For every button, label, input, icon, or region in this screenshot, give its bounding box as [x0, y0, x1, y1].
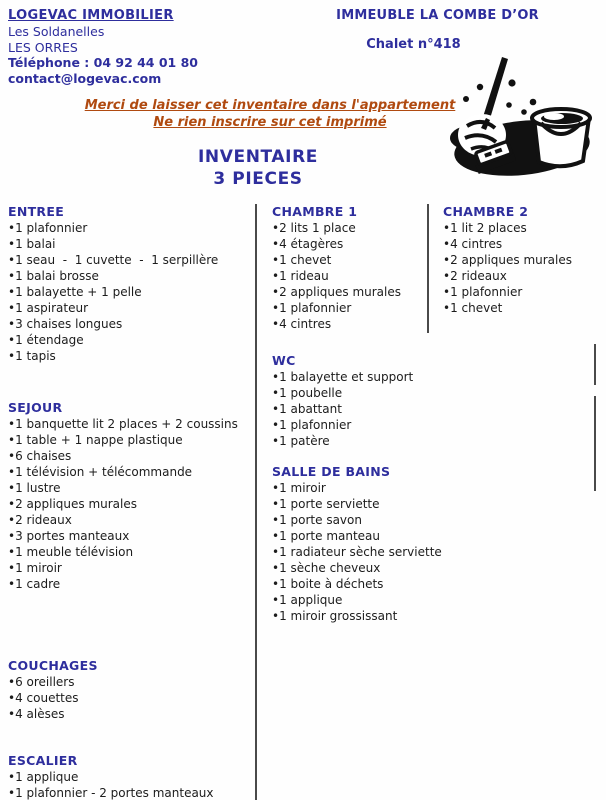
list-item: •1 porte manteau [272, 529, 381, 543]
column-middle [272, 204, 442, 624]
section-title: CHAMBRE 2 [443, 204, 529, 219]
notice-block [0, 97, 540, 131]
right-edge-rule-bottom [594, 396, 596, 491]
list-item: •2 rideaux [443, 269, 507, 283]
list-item: •4 couettes [8, 691, 79, 705]
section [8, 400, 254, 592]
section-title: WC [272, 353, 296, 368]
list-item: •2 appliques murales [8, 497, 138, 511]
list-item: •1 miroir [8, 561, 62, 575]
section [443, 204, 603, 316]
list-item: •1 applique [8, 770, 79, 784]
notice-line-2: Ne rien inscrire sur cet imprimé [153, 115, 387, 130]
column-right [443, 204, 603, 316]
list-item: •1 aspirateur [8, 301, 88, 315]
list-item: •3 chaises longues [8, 317, 123, 331]
list-item: •4 cintres [272, 317, 332, 331]
list-item: •1 abattant [272, 402, 342, 416]
column-left [8, 204, 254, 800]
column-divider-short [427, 204, 429, 333]
list-item: •1 étendage [8, 333, 84, 347]
section [272, 353, 442, 449]
section [8, 204, 254, 364]
list-item: •1 balai brosse [8, 269, 99, 283]
list-item: •4 étagères [272, 237, 344, 251]
list-item: •6 chaises [8, 449, 72, 463]
section [272, 204, 442, 332]
list-item: •1 lit 2 places [443, 221, 527, 235]
list-item: •2 appliques murales [443, 253, 573, 267]
column-divider-main [255, 204, 257, 800]
agency-city: LES ORRES [8, 39, 78, 55]
agency-residence: Les Soldanelles [8, 24, 105, 39]
list-item: •1 balai [8, 237, 56, 251]
section-title: ENTREE [8, 204, 65, 219]
section-title: SALLE DE BAINS [272, 464, 391, 479]
list-item: •1 poubelle [272, 386, 343, 400]
list-item: •1 porte savon [272, 513, 362, 527]
list-item: •1 cadre [8, 577, 61, 591]
building-block [305, 8, 570, 52]
list-item: •1 plafonnier [272, 301, 352, 315]
list-item: •3 portes manteaux [8, 529, 130, 543]
list-item: •1 sèche cheveux [272, 561, 381, 575]
list-item: •1 patère [272, 434, 330, 448]
page-title-line-1: INVENTAIRE [197, 147, 318, 167]
list-item: •1 plafonnier - 2 portes manteaux [8, 786, 214, 800]
list-item: •2 rideaux [8, 513, 72, 527]
notice-line-1: Merci de laisser cet inventaire dans l'appartement [84, 98, 456, 113]
section-title: COUCHAGES [8, 658, 98, 673]
list-item: •1 applique [272, 593, 343, 607]
list-item: •1 boite à déchets [272, 577, 384, 591]
list-item: •1 balayette et support [272, 370, 414, 384]
list-item: •1 plafonnier [443, 285, 523, 299]
agency-phone: Téléphone : 04 92 44 01 80 [8, 55, 199, 70]
list-item: •2 appliques murales [272, 285, 402, 299]
list-item: •1 porte serviette [272, 497, 380, 511]
list-item: •1 radiateur sèche serviette [272, 545, 442, 559]
agency-name: LOGEVAC IMMOBILIER [8, 8, 174, 23]
section-title: ESCALIER [8, 753, 78, 768]
list-item: •1 seau - 1 cuvette - 1 serpillère [8, 253, 219, 267]
list-item: •2 lits 1 place [272, 221, 356, 235]
list-item: •1 lustre [8, 481, 61, 495]
list-item: •1 miroir grossissant [272, 609, 398, 623]
list-item: •1 télévision + télécommande [8, 465, 193, 479]
list-item: •1 chevet [443, 301, 503, 315]
list-item: •1 rideau [272, 269, 329, 283]
right-edge-rule-top [594, 344, 596, 385]
building-unit: Chalet n°418 [366, 37, 461, 52]
list-item: •1 chevet [272, 253, 332, 267]
list-item: •1 table + 1 nappe plastique [8, 433, 183, 447]
list-item: •1 tapis [8, 349, 56, 363]
agency-email: contact@logevac.com [8, 70, 162, 86]
list-item: •4 cintres [443, 237, 503, 251]
building-name: IMMEUBLE LA COMBE D’OR [336, 8, 539, 23]
section [8, 658, 254, 722]
page-title-line-2: 3 PIECES [213, 169, 303, 189]
list-item: •1 meuble télévision [8, 545, 134, 559]
list-item: •1 miroir [272, 481, 326, 495]
section [8, 753, 254, 800]
list-item: •1 plafonnier [8, 221, 88, 235]
page-title [0, 146, 516, 190]
section [272, 464, 442, 624]
list-item: •1 banquette lit 2 places + 2 coussins [8, 417, 238, 431]
list-item: •4 alèses [8, 707, 65, 721]
list-item: •1 plafonnier [272, 418, 352, 432]
list-item: •1 balayette + 1 pelle [8, 285, 142, 299]
section-title: CHAMBRE 1 [272, 204, 358, 219]
section-title: SEJOUR [8, 400, 63, 415]
agency-block [8, 7, 198, 86]
list-item: •6 oreillers [8, 675, 75, 689]
